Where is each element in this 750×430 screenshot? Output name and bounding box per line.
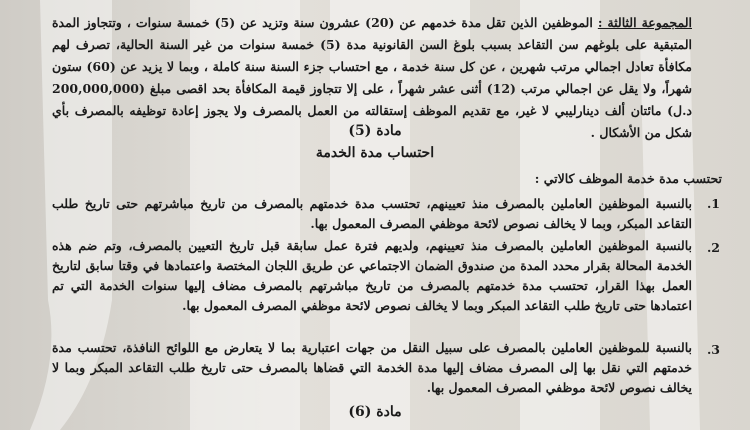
item-number: .2	[706, 240, 720, 255]
item-number: .3	[706, 342, 720, 357]
item-2-text: بالنسبة الموظفين العاملين بالمصرف منذ تعيينهم، ولديهم فترة عمل سابقة قبل تاريخ التعيين بالمصرف، وتم ضم هذه الخدمة المحالة بقرار محدد المدة من صندوق الضمان الاجتماعي عن طريق اللجان المختصة واعتمادها في وقتا سابق لتاريخ العمل بهذا القرار، تحتسب مدة خدمتهم بالمصرف من تاريخ مباشرتهم بالمصرف مضاف إليها سنوات الخدمة التي تم اعتمادها حتى تاريخ طلب التقاعد المبكر وبما لا يخالف نصوص لائحة موظفي المصرف المعمول بها.	[52, 238, 692, 313]
item-1-text: بالنسبة الموظفين العاملين بالمصرف منذ تعيينهم، تحتسب مدة خدمتهم بالمصرف من تاريخ مباشرتهم حتى تاريخ طلب التقاعد المبكر، وبما لا يخالف نصوص لائحة موظفي المصرف المعمول بها.	[52, 196, 692, 231]
group3-label: المجموعة الثالثة :	[597, 15, 692, 30]
item-number: .1	[706, 196, 720, 211]
article5-title: احتساب مدة الخدمة	[315, 145, 435, 161]
article6-number: مادة (6)	[348, 404, 402, 420]
article5-number: مادة (5)	[348, 123, 402, 139]
item-3-text: بالنسبة للموظفين العاملين بالمصرف على سبيل النقل من جهات اعتبارية بما لا يتعارض مع اللوائح النافذة، تحتسب مدة خدمتهم التي نقل بها إلى المصرف مضاف إليها مدة الخدمة التي قضاها بالمصرف حتى تاريخ طلب التقاعد المبكر وبما لا يخالف نصوص لائحة موظفي المصرف المعمول بها.	[52, 340, 692, 395]
group3-text: الموظفين الذين تقل مدة خدمهم عن (20) عشرون سنة وتزيد عن (5) خمسة سنوات ، وتتجاوز المدة المتبقية على بلوغهم سن التقاعد بسبب بلوغ السن القانونية مدة (5) خمسة سنوات من غير السنة الحالية، تصرف لهم مكافأة تعادل اجمالي مرتب شهرين ، عن كل سنة خدمة ، مع احتساب جزء السنة سنة كاملة ، وبما لا يزيد عن (60) ستون شهراً، ولا يقل عن اجمالي مرتب (12) أثنى عشر شهراً ، على إلا تتجاوز قيمة المكافأة بحد اقصى مبلغ (200,000,000 د.ل) مائتان ألف دينارليبي لا غير، مع تقديم الموظف إستقالته من العمل بالمصرف ولا يجوز إعادة توظيفه بالمصرف بأي شكل من الأشكال .	[52, 15, 693, 140]
intro-text: تحتسب مدة خدمة الموظف كالاتي :	[534, 171, 722, 186]
